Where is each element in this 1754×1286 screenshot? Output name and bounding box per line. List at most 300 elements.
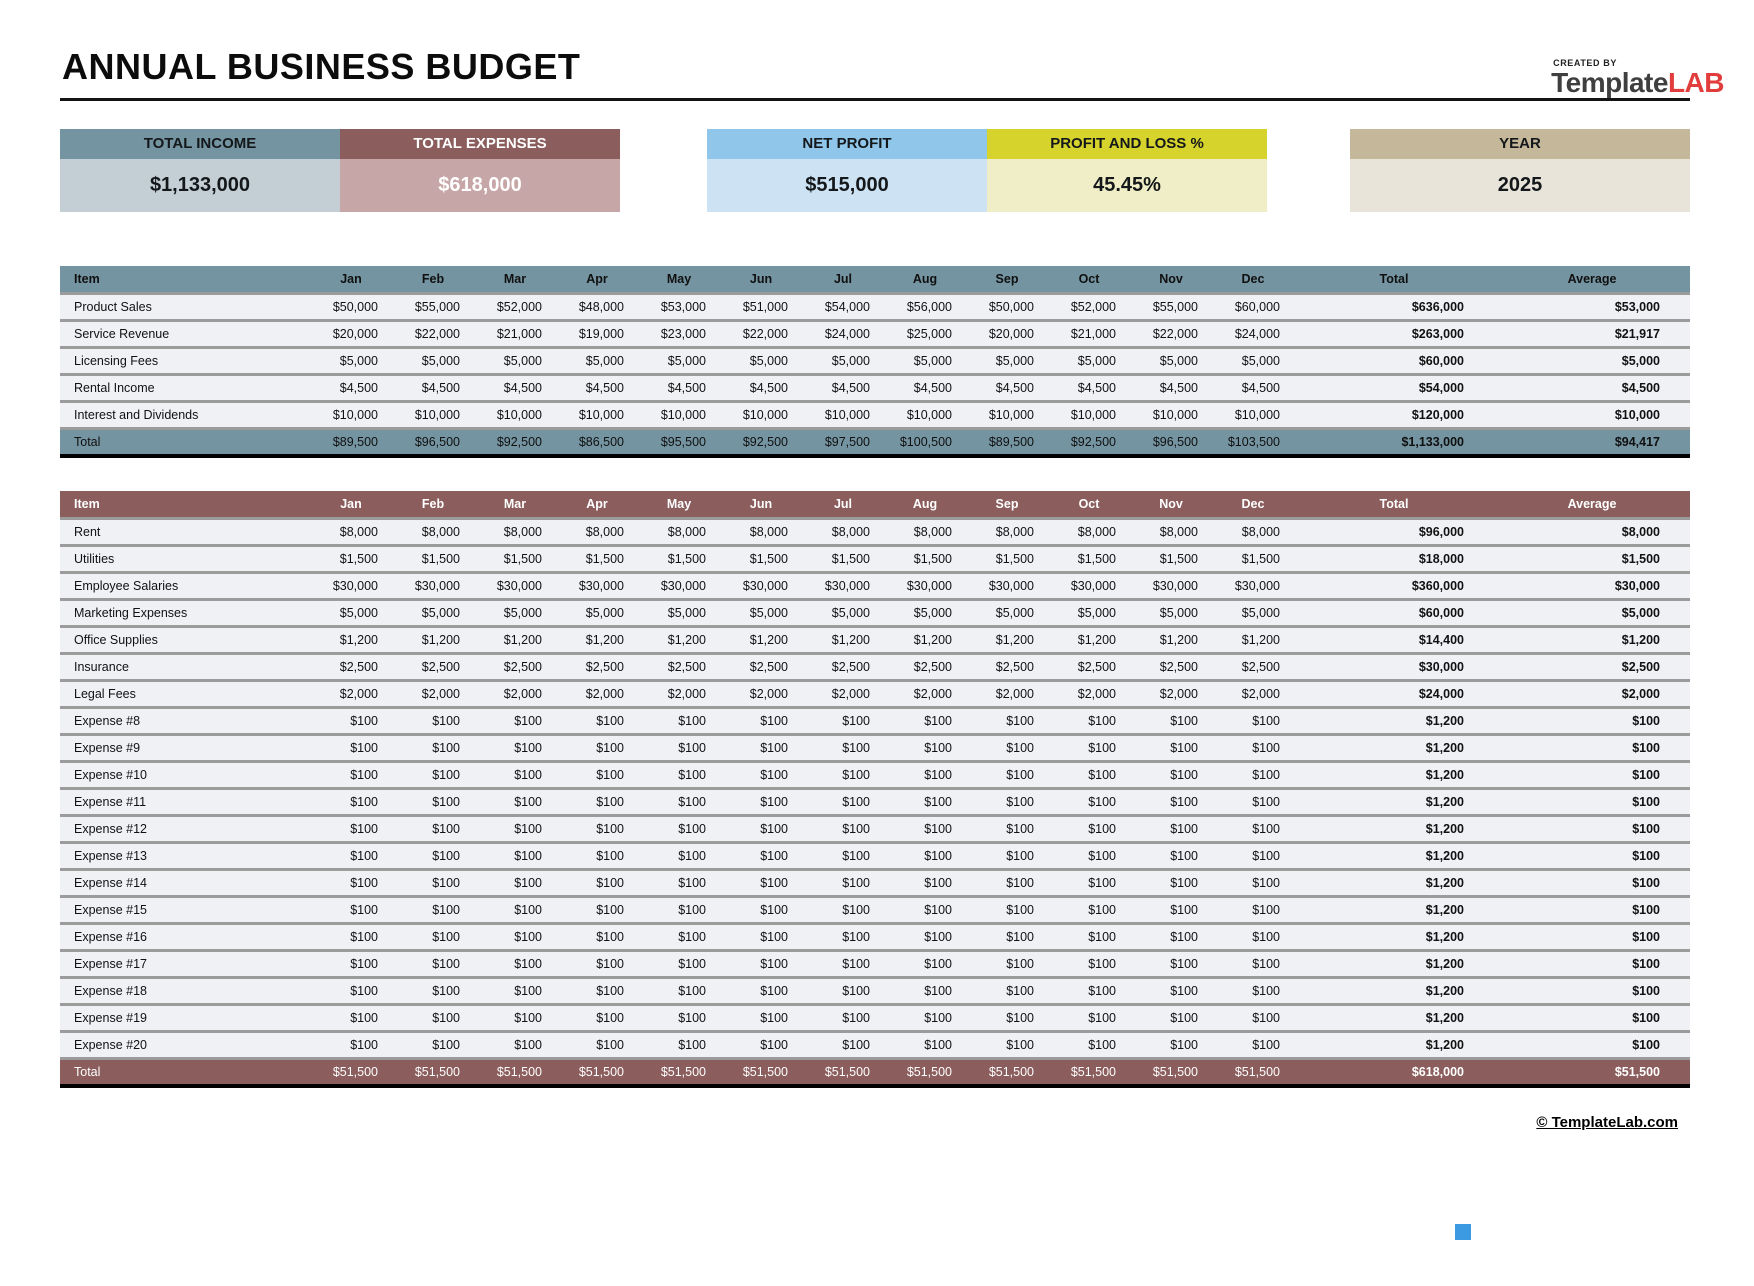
cell-value: $100 [1130,923,1212,950]
cell-value: $4,500 [966,374,1048,401]
cell-value: $51,500 [474,1058,556,1086]
cell-value: $100 [392,923,474,950]
cell-value: $100 [392,761,474,788]
expense-header-nov: Nov [1130,491,1212,518]
cell-value: $100 [1048,977,1130,1004]
cell-value: $100 [720,1004,802,1031]
cell-value: $1,200 [1294,977,1494,1004]
cell-value: $100 [1130,896,1212,923]
cell-value: $100 [474,788,556,815]
summary-card-net-profit [707,129,987,212]
cell-item: Expense #14 [60,869,310,896]
cell-value: $95,500 [638,428,720,456]
cell-value: $5,000 [884,347,966,374]
expense-table-section [60,491,1690,1088]
cell-value: $53,000 [1494,293,1690,320]
cell-value: $4,500 [556,374,638,401]
summary-card-year-label: YEAR [1350,129,1690,159]
expense-header-item: Item [60,491,310,518]
cell-value: $100 [802,734,884,761]
cell-value: $1,500 [1212,545,1294,572]
cell-value: $100 [310,977,392,1004]
cell-value: $100 [474,734,556,761]
cell-value: $100 [474,923,556,950]
cell-value: $636,000 [1294,293,1494,320]
cell-value: $100 [638,1004,720,1031]
income-header-oct: Oct [1048,266,1130,293]
cell-value: $100 [310,788,392,815]
cell-value: $23,000 [638,320,720,347]
cell-value: $100 [1130,950,1212,977]
cell-value: $8,000 [1048,518,1130,545]
income-header-mar: Mar [474,266,556,293]
summary-card-total-income-label: TOTAL INCOME [60,129,340,159]
expense-row [60,653,1690,680]
cell-value: $100 [884,1031,966,1058]
cell-value: $100 [884,950,966,977]
income-row [60,347,1690,374]
cell-value: $100 [720,734,802,761]
cell-value: $1,500 [1130,545,1212,572]
cell-value: $96,500 [392,428,474,456]
expense-row [60,896,1690,923]
cell-value: $5,000 [638,347,720,374]
cell-value: $10,000 [1048,401,1130,428]
cell-value: $4,500 [1494,374,1690,401]
cell-value: $30,000 [556,572,638,599]
cell-value: $2,500 [392,653,474,680]
income-header-row [60,266,1690,293]
cell-value: $100 [802,815,884,842]
cell-value: $100 [720,815,802,842]
cell-item: Expense #13 [60,842,310,869]
cell-value: $100 [1212,761,1294,788]
cell-value: $100 [802,1031,884,1058]
cell-value: $1,500 [966,545,1048,572]
cell-value: $100 [720,788,802,815]
cell-value: $22,000 [720,320,802,347]
cell-value: $54,000 [1294,374,1494,401]
cell-value: $60,000 [1294,599,1494,626]
income-header-nov: Nov [1130,266,1212,293]
cell-value: $100 [474,815,556,842]
expense-row [60,599,1690,626]
cell-value: $1,200 [1294,842,1494,869]
cell-value: $100 [310,707,392,734]
cell-value: $30,000 [720,572,802,599]
cell-value: $94,417 [1494,428,1690,456]
cell-value: $5,000 [802,599,884,626]
cell-value: $100 [392,815,474,842]
cell-value: $100 [966,707,1048,734]
cell-value: $100 [1048,707,1130,734]
cell-value: $100 [720,923,802,950]
summary-card-net-profit-label: NET PROFIT [707,129,987,159]
summary-card-year [1350,129,1690,212]
cell-value: $4,500 [802,374,884,401]
cell-value: $2,500 [310,653,392,680]
cell-value: $25,000 [884,320,966,347]
expense-row [60,950,1690,977]
cell-value: $22,000 [392,320,474,347]
cell-value: $100 [1212,707,1294,734]
cell-value: $100 [1130,815,1212,842]
cell-item: Licensing Fees [60,347,310,374]
cell-value: $100 [966,950,1048,977]
cell-value: $89,500 [310,428,392,456]
cell-value: $5,000 [1212,347,1294,374]
cell-item: Insurance [60,653,310,680]
cell-value: $100 [474,761,556,788]
cell-value: $100 [802,923,884,950]
cell-value: $4,500 [1212,374,1294,401]
cell-value: $100 [556,761,638,788]
income-header-item: Item [60,266,310,293]
logo-created-by: CREATED BY [1553,58,1617,68]
income-header-dec: Dec [1212,266,1294,293]
cell-value: $100 [1130,977,1212,1004]
cell-item: Employee Salaries [60,572,310,599]
cell-value: $100 [1212,788,1294,815]
expense-header-sep: Sep [966,491,1048,518]
income-row [60,374,1690,401]
cell-value: $5,000 [556,347,638,374]
cell-value: $100 [638,761,720,788]
cell-value: $10,000 [802,401,884,428]
cell-value: $5,000 [966,347,1048,374]
summary-card-total-income [60,129,340,212]
cell-value: $30,000 [1494,572,1690,599]
cell-value: $51,500 [1494,1058,1690,1086]
cell-item: Expense #19 [60,1004,310,1031]
cell-value: $100 [310,1031,392,1058]
cell-value: $2,000 [1212,680,1294,707]
cell-value: $21,000 [474,320,556,347]
cell-value: $51,500 [392,1058,474,1086]
cell-value: $52,000 [474,293,556,320]
cell-item: Expense #17 [60,950,310,977]
cell-value: $100 [1494,950,1690,977]
cell-value: $5,000 [1048,347,1130,374]
cell-value: $1,200 [1294,734,1494,761]
cell-value: $19,000 [556,320,638,347]
cell-value: $2,000 [310,680,392,707]
cell-value: $5,000 [1494,599,1690,626]
cell-value: $100 [310,923,392,950]
logo-brand-lab: LAB [1667,67,1724,98]
cell-value: $14,400 [1294,626,1494,653]
cell-value: $8,000 [310,518,392,545]
cell-value: $100 [802,869,884,896]
cell-value: $51,500 [1212,1058,1294,1086]
cell-value: $100 [802,842,884,869]
cell-value: $100 [392,1031,474,1058]
expense-row [60,1004,1690,1031]
cell-value: $100 [1048,734,1130,761]
cell-value: $96,500 [1130,428,1212,456]
cell-value: $8,000 [802,518,884,545]
expense-header-row [60,491,1690,518]
logo-brand [1551,68,1724,97]
summary-cards [60,129,1690,212]
page-title: ANNUAL BUSINESS BUDGET [62,46,581,87]
cell-value: $5,000 [392,347,474,374]
cell-value: $55,000 [1130,293,1212,320]
cell-value: $100 [310,869,392,896]
cell-value: $1,200 [1294,896,1494,923]
cell-value: $10,000 [1494,401,1690,428]
cell-value: $100 [392,950,474,977]
expense-header-may: May [638,491,720,518]
cell-value: $120,000 [1294,401,1494,428]
cell-value: $1,133,000 [1294,428,1494,456]
cell-value: $100 [802,761,884,788]
cell-value: $96,000 [1294,518,1494,545]
cell-value: $100 [556,896,638,923]
cell-value: $10,000 [1130,401,1212,428]
cell-value: $5,000 [638,599,720,626]
cell-value: $1,200 [1294,761,1494,788]
cell-value: $100 [310,1004,392,1031]
cell-value: $24,000 [1212,320,1294,347]
cell-value: $100 [720,977,802,1004]
cell-value: $2,000 [1048,680,1130,707]
cell-value: $100 [556,1031,638,1058]
cell-value: $60,000 [1212,293,1294,320]
cell-value: $100 [392,707,474,734]
cell-value: $1,200 [966,626,1048,653]
cell-value: $5,000 [1130,347,1212,374]
cell-value: $100 [556,707,638,734]
templatelab-footer-link[interactable]: © TemplateLab.com [1536,1114,1678,1131]
summary-card-net-profit-value: $515,000 [707,159,987,212]
cell-value: $100 [1212,1031,1294,1058]
cell-value: $1,200 [1048,626,1130,653]
cell-item: Legal Fees [60,680,310,707]
cell-value: $100 [1048,950,1130,977]
cell-value: $100 [638,1031,720,1058]
cell-value: $51,500 [802,1058,884,1086]
expense-header-aug: Aug [884,491,966,518]
cell-value: $53,000 [638,293,720,320]
expense-row [60,572,1690,599]
cell-value: $100 [802,788,884,815]
summary-card-profit-loss-label: PROFIT AND LOSS % [987,129,1267,159]
cell-value: $100 [1494,923,1690,950]
title-divider [60,98,1690,101]
cell-value: $2,000 [1494,680,1690,707]
cell-value: $100 [310,842,392,869]
cell-value: $100 [966,788,1048,815]
income-header-aug: Aug [884,266,966,293]
summary-card-total-expenses [340,129,620,212]
cell-value: $52,000 [1048,293,1130,320]
cell-item: Rental Income [60,374,310,401]
page [0,46,1754,1132]
cell-item: Expense #16 [60,923,310,950]
cell-value: $5,000 [310,347,392,374]
cell-value: $1,200 [884,626,966,653]
cell-value: $2,000 [638,680,720,707]
cell-value: $100 [638,923,720,950]
cell-value: $100 [1494,707,1690,734]
cell-value: $2,500 [802,653,884,680]
cell-value: $100 [474,869,556,896]
cell-value: $100 [966,734,1048,761]
cell-value: $20,000 [966,320,1048,347]
cell-value: $100 [1494,734,1690,761]
cell-value: $1,200 [1294,1031,1494,1058]
cell-item: Expense #18 [60,977,310,1004]
cell-value: $100 [1130,734,1212,761]
cell-value: $22,000 [1130,320,1212,347]
expense-header-feb: Feb [392,491,474,518]
cell-value: $100 [556,1004,638,1031]
cell-value: $30,000 [966,572,1048,599]
cell-value: $10,000 [720,401,802,428]
cell-value: $5,000 [720,599,802,626]
cell-value: $100 [1494,977,1690,1004]
cell-value: $51,000 [720,293,802,320]
expense-row [60,707,1690,734]
cell-value: $50,000 [966,293,1048,320]
summary-card-year-value: 2025 [1350,159,1690,212]
cell-value: $100 [720,950,802,977]
cell-value: $5,000 [1212,599,1294,626]
income-row [60,401,1690,428]
cell-value: $4,500 [638,374,720,401]
cell-value: $1,200 [1294,707,1494,734]
summary-card-profit-loss [987,129,1267,212]
cell-value: $2,000 [966,680,1048,707]
cell-value: $100 [884,707,966,734]
cell-value: $360,000 [1294,572,1494,599]
income-table [60,266,1690,458]
cell-value: $21,917 [1494,320,1690,347]
cell-value: $100 [474,1031,556,1058]
cell-value: $5,000 [1048,599,1130,626]
cell-value: $10,000 [310,401,392,428]
cell-value: $100 [556,977,638,1004]
cell-value: $51,500 [720,1058,802,1086]
expense-total-row [60,1058,1690,1086]
cell-value: $8,000 [1494,518,1690,545]
cell-value: $1,500 [1048,545,1130,572]
cell-value: $2,000 [720,680,802,707]
income-table-section [60,266,1690,458]
cell-value: $2,500 [1212,653,1294,680]
cell-value: $8,000 [474,518,556,545]
cell-value: $30,000 [310,572,392,599]
cell-value: $1,500 [884,545,966,572]
cell-value: $50,000 [310,293,392,320]
cell-value: $2,000 [474,680,556,707]
cell-value: $100 [1212,896,1294,923]
cell-value: $100 [1130,1004,1212,1031]
summary-card-total-expenses-label: TOTAL EXPENSES [340,129,620,159]
cell-value: $1,200 [1294,923,1494,950]
cell-value: $100 [1212,815,1294,842]
cell-value: $100 [884,761,966,788]
cell-value: $1,200 [474,626,556,653]
cell-value: $100 [1494,761,1690,788]
cell-item: Expense #11 [60,788,310,815]
cell-value: $100 [720,707,802,734]
cell-value: $100 [720,869,802,896]
cell-value: $100 [556,950,638,977]
cell-value: $8,000 [966,518,1048,545]
expense-row [60,626,1690,653]
expense-table [60,491,1690,1088]
cell-value: $100 [1130,869,1212,896]
cell-value: $100 [474,950,556,977]
cell-value: $100 [392,869,474,896]
cell-value: $30,000 [1294,653,1494,680]
cell-value: $100 [884,977,966,1004]
cell-value: $100 [310,815,392,842]
income-header-apr: Apr [556,266,638,293]
cell-value: $8,000 [720,518,802,545]
expense-header-total: Total [1294,491,1494,518]
cell-value: $100 [310,950,392,977]
cell-value: $51,500 [1048,1058,1130,1086]
cell-value: $51,500 [556,1058,638,1086]
expense-row [60,977,1690,1004]
cell-value: $100 [966,869,1048,896]
cell-value: $5,000 [884,599,966,626]
cell-value: $100 [310,734,392,761]
expense-row [60,518,1690,545]
cell-value: $100 [1048,1031,1130,1058]
cell-value: $100 [966,1004,1048,1031]
cell-value: $10,000 [474,401,556,428]
cell-value: $100 [1048,761,1130,788]
cell-value: $30,000 [1212,572,1294,599]
cell-value: $1,200 [1294,815,1494,842]
cell-value: $100 [966,842,1048,869]
expense-header-jun: Jun [720,491,802,518]
cell-value: $2,500 [556,653,638,680]
cell-value: $1,200 [1294,788,1494,815]
cell-item: Total [60,428,310,456]
cell-value: $86,500 [556,428,638,456]
income-header-total: Total [1294,266,1494,293]
cell-value: $100 [638,869,720,896]
expense-row [60,545,1690,572]
expense-row [60,761,1690,788]
cell-value: $1,200 [720,626,802,653]
cell-value: $92,500 [1048,428,1130,456]
income-header-sep: Sep [966,266,1048,293]
cell-value: $100 [966,923,1048,950]
cell-value: $1,200 [802,626,884,653]
cell-value: $1,500 [392,545,474,572]
cell-value: $8,000 [884,518,966,545]
cell-value: $100 [1048,815,1130,842]
logo-brand-dark: Template [1551,67,1668,98]
income-header-jul: Jul [802,266,884,293]
cell-value: $2,500 [1494,653,1690,680]
cell-value: $100 [884,734,966,761]
cell-item: Marketing Expenses [60,599,310,626]
cell-value: $2,500 [884,653,966,680]
cell-value: $1,200 [1294,950,1494,977]
cell-value: $51,500 [638,1058,720,1086]
cell-value: $100 [556,923,638,950]
cell-value: $100 [1130,707,1212,734]
cell-value: $1,200 [1294,869,1494,896]
cell-value: $10,000 [638,401,720,428]
